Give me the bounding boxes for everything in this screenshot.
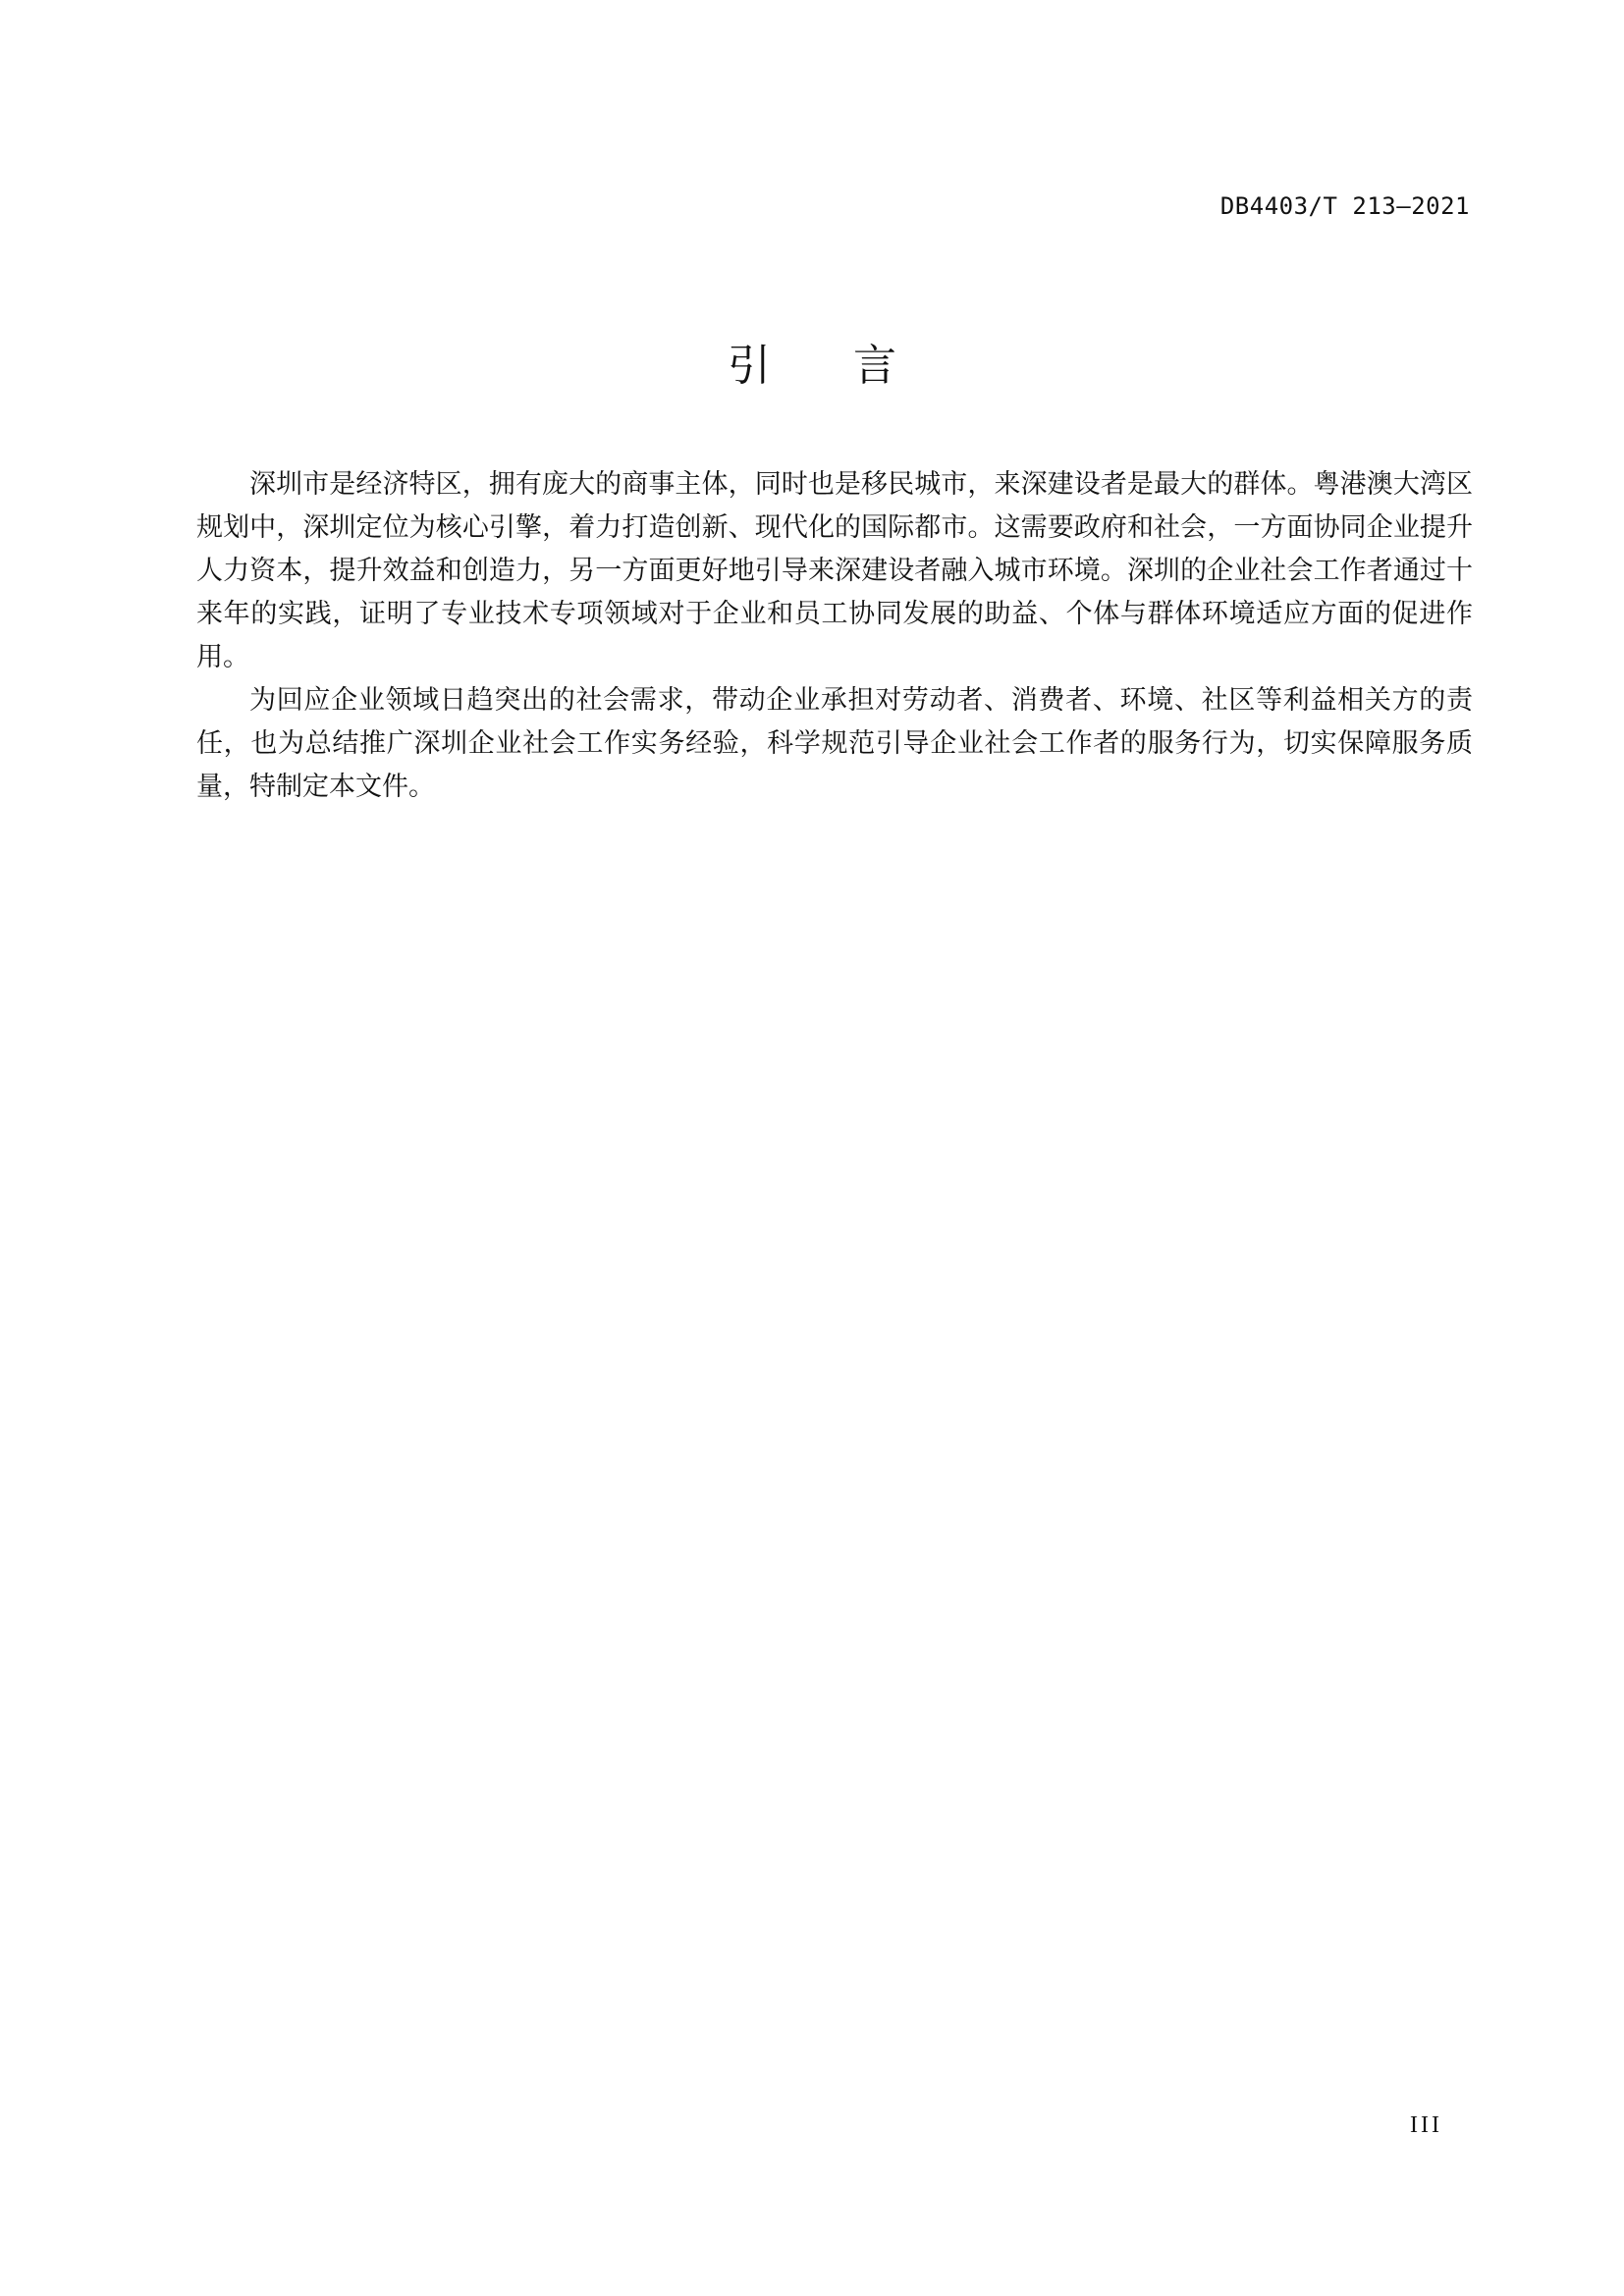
paragraph-1: 深圳市是经济特区，拥有庞大的商事主体，同时也是移民城市，来深建设者是最大的群体。粤港澳大湾区规划中，深圳定位为核心引擎，着力打造创新、现代化的国际都市。这需要政府和社会，一方面协同企业提升人力资本，提升效益和创造力，另一方面更好地引导来深建设者融入城市环境。深圳的企业社会工作者通过十来年的实践，证明了专业技术专项领域对于企业和员工协同发展的助益、个体与群体环境适应方面的促进作用。 — [196, 469, 1473, 672]
paragraph-2: 为回应企业领域日趋突出的社会需求，带动企业承担对劳动者、消费者、环境、社区等利益相关方的责任，也为总结推广深圳企业社会工作实务经验，科学规范引导企业社会工作者的服务行为，切实保障服务质量，特制定本文件。 — [196, 685, 1473, 802]
document-code: DB4403/T 213—2021 — [1219, 192, 1470, 220]
body-text — [196, 463, 1473, 809]
page-title: 引言 — [728, 341, 979, 391]
page-number: III — [1410, 2112, 1442, 2138]
